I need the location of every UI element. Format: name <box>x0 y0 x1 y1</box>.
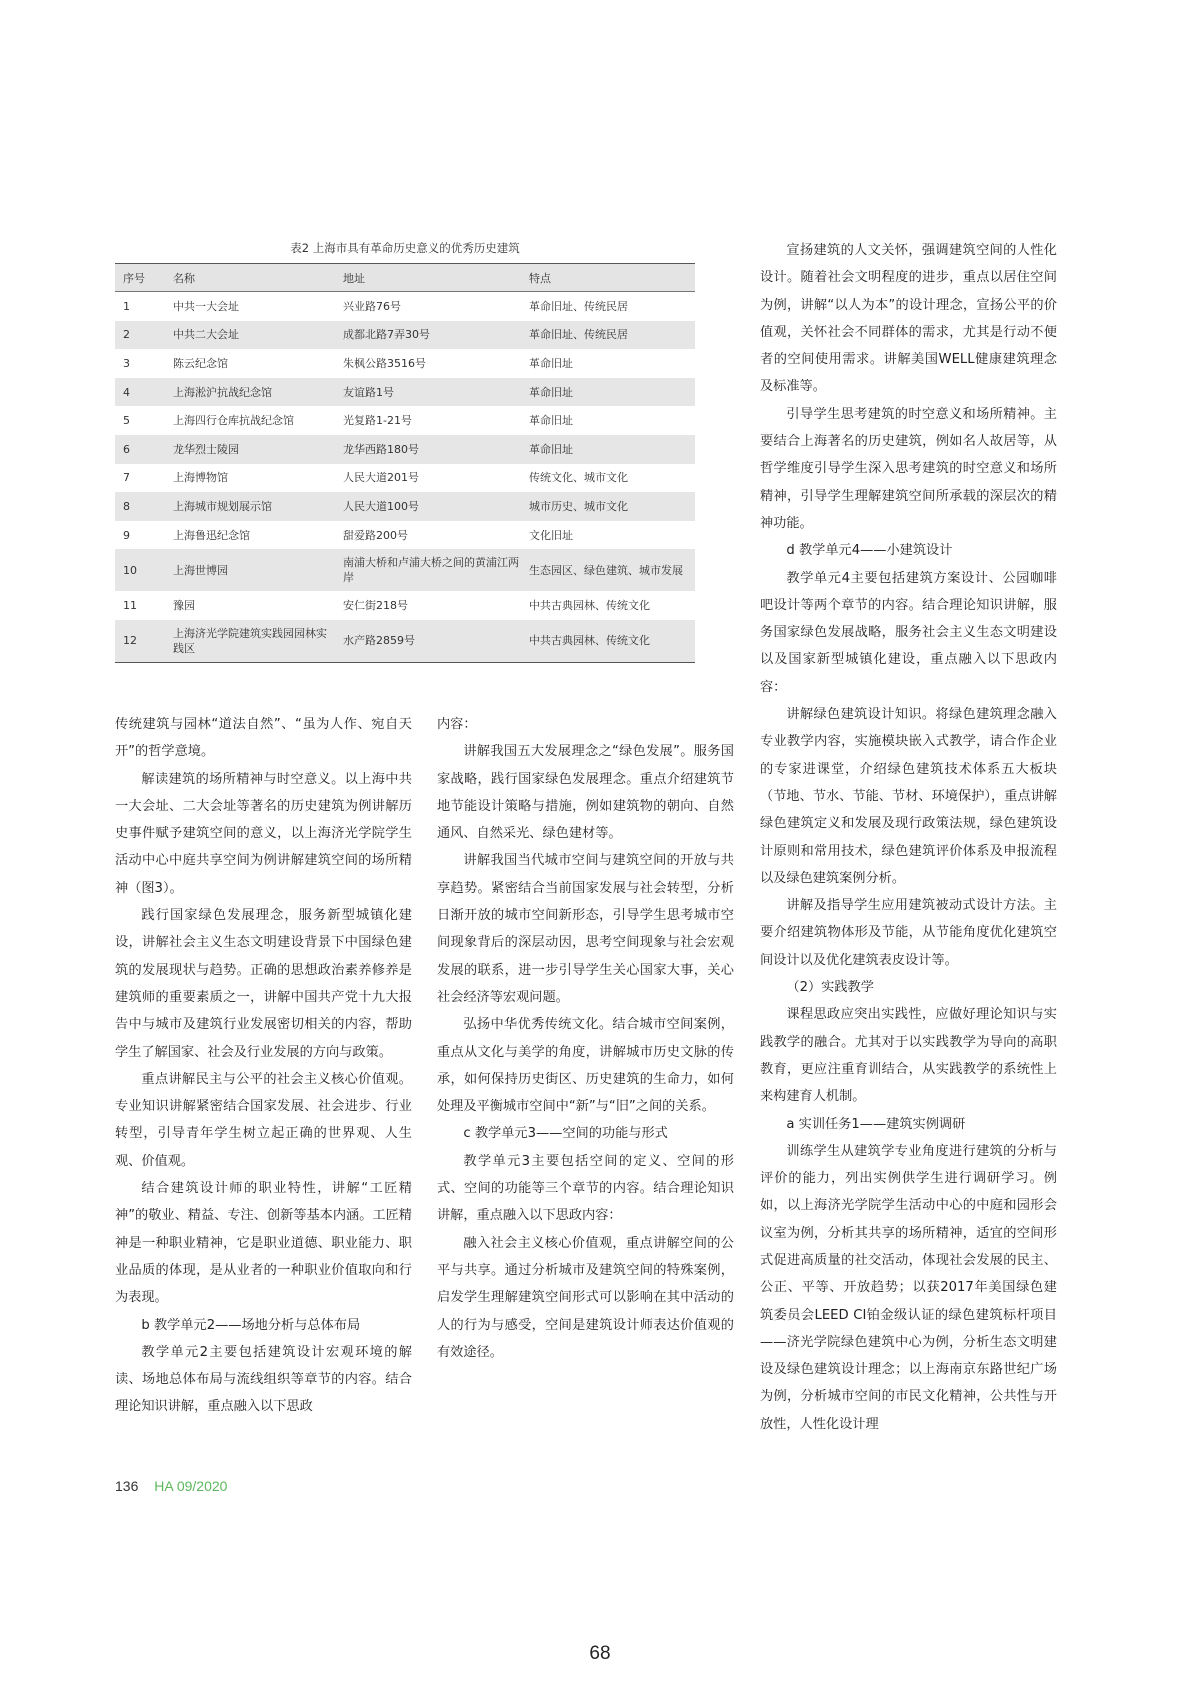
table-row <box>115 549 695 591</box>
paragraph: 重点讲解民主与公平的社会主义核心价值观。专业知识讲解紧密结合国家发展、社会进步、行业转型，引导青年学生树立起正确的世界观、人生观、价值观。 <box>115 1071 412 1169</box>
cell-name: 上海世博园 <box>165 549 335 591</box>
cell-feature: 城市历史、城市文化 <box>521 492 695 521</box>
cell-number: 1 <box>123 299 130 313</box>
table-row <box>115 620 695 663</box>
cell-address: 龙华西路180号 <box>335 435 521 464</box>
paragraph: 讲解我国当代城市空间与建筑空间的开放与共享趋势。紧密结合当前国家发展与社会转型，分析日渐开放的城市空间新形态，引导学生思考城市空间现象背后的深层动因，思考空间现象与社会宏观发展的联系，进一步引导学生关心国家大事，关心社会经济等宏观问题。 <box>437 853 734 1005</box>
cell-number: 2 <box>115 321 165 350</box>
cell-feature: 文化旧址 <box>529 528 573 542</box>
cell-name: 上海城市规划展示馆 <box>165 492 335 521</box>
cell-name: 上海济光学院建筑实践园园林实践区 <box>165 620 335 663</box>
paragraph: 结合建筑设计师的职业特性，讲解“工匠精神”的敬业、精益、专注、创新等基本内涵。工匠精神是一种职业精神，它是职业道德、职业能力、职业品质的体现，是从业者的一种职业价值取向和行为表现。 <box>115 1181 412 1306</box>
cell-name: 中共一大会址 <box>173 299 239 313</box>
paragraph: 教学单元2主要包括建筑设计宏观环境的解读、场地总体布局与流线组织等章节的内容。结合理论知识讲解，重点融入以下思政 <box>115 1344 412 1415</box>
cell-feature: 革命旧址、传统民居 <box>529 299 628 313</box>
paragraph: 解读建筑的场所精神与时空意义。以上海中共一大会址、二大会址等著名的历史建筑为例讲解历史事件赋予建筑空间的意义，以上海济光学院学生活动中心中庭共享空间为例讲解建筑空间的场所精神（图3）。 <box>115 771 412 896</box>
cell-feature: 革命旧址 <box>529 356 573 370</box>
paragraph: 讲解绿色建筑设计知识。将绿色建筑理念融入专业教学内容，实施模块嵌入式教学，请合作企业的专家进课堂，介绍绿色建筑技术体系五大板块（节地、节水、节能、节材、环境保护），重点讲解绿色建筑定义和发展及现行政策法规，绿色建筑设计原则和常用技术，绿色建筑评价体系及申报流程以及绿色建筑案例分析。 <box>760 707 1057 886</box>
cell-number: 3 <box>123 356 130 370</box>
journal-issue: HA 09/2020 <box>154 1478 228 1494</box>
table-row <box>115 349 695 378</box>
paragraph: 融入社会主义核心价值观，重点讲解空间的公平与共享。通过分析城市及建筑空间的特殊案例，启发学生理解建筑空间形式可以影响在其中活动的人的行为与感受，空间是建筑设计师表达价值观的有效途径。 <box>437 1235 734 1360</box>
historic-buildings-table <box>115 263 695 663</box>
cell-address: 水产路2859号 <box>335 620 521 663</box>
cell-number: 7 <box>123 471 130 485</box>
paragraph: 讲解我国五大发展理念之“绿色发展”。服务国家战略，践行国家绿色发展理念。重点介绍建筑节地节能设计策略与措施，例如建筑物的朝向、自然通风、自然采光、绿色建材等。 <box>437 744 734 842</box>
cell-address: 朱枫公路3516号 <box>343 356 426 370</box>
cell-feature: 革命旧址 <box>529 414 573 428</box>
page-number: 136 <box>115 1478 139 1494</box>
paragraph: b 教学单元2——场地分析与总体布局 <box>141 1317 361 1333</box>
cell-number: 12 <box>115 620 165 663</box>
cell-address: 安仁街218号 <box>343 599 408 613</box>
cell-feature: 中共古典园林、传统文化 <box>521 620 695 663</box>
cell-number: 8 <box>115 492 165 521</box>
cell-number: 4 <box>115 378 165 407</box>
paragraph: 践行国家绿色发展理念，服务新型城镇化建设，讲解社会主义生态文明建设背景下中国绿色建筑的发展现状与趋势。正确的思想政治素养修养是建筑师的重要素质之一，讲解中国共产党十九大报告中与城市及建筑行业发展密切相关的内容，帮助学生了解国家、社会及行业发展的方向与政策。 <box>115 908 412 1060</box>
folio-number: 68 <box>589 1643 611 1664</box>
paragraph: a 实训任务1——建筑实例调研 <box>786 1116 966 1132</box>
table-row <box>115 591 695 620</box>
paragraph: c 教学单元3——空间的功能与形式 <box>463 1126 668 1142</box>
cell-number: 9 <box>123 528 130 542</box>
cell-address: 兴业路76号 <box>343 299 401 313</box>
cell-address: 甜爱路200号 <box>343 528 408 542</box>
cell-address: 友谊路1号 <box>335 378 521 407</box>
header-address: 地址 <box>335 264 521 292</box>
cell-address: 南浦大桥和卢浦大桥之间的黄浦江两岸 <box>335 549 521 591</box>
header-feature: 特点 <box>521 264 695 292</box>
cell-name: 陈云纪念馆 <box>173 356 228 370</box>
text-column-1 <box>115 711 412 1421</box>
text-column-3 <box>760 237 1057 1438</box>
paragraph: 引导学生思考建筑的时空意义和场所精神。主要结合上海著名的历史建筑，例如名人故居等，从哲学维度引导学生深入思考建筑的时空意义和场所精神，引导学生理解建筑空间所承载的深层次的精神功能。 <box>760 406 1057 531</box>
paragraph: 宣扬建筑的人文关怀，强调建筑空间的人性化设计。随着社会文明程度的进步，重点以居住空间为例，讲解“以人为本”的设计理念，宣扬公平的价值观，关怀社会不同群体的需求，尤其是行动不便者的空间使用需求。讲解美国WELL健康建筑理念及标准等。 <box>760 243 1057 395</box>
cell-feature: 传统文化、城市文化 <box>529 471 628 485</box>
cell-feature: 革命旧址 <box>521 435 695 464</box>
header-name: 名称 <box>165 264 335 292</box>
cell-address: 光复路1-21号 <box>343 414 412 428</box>
cell-number: 5 <box>123 414 130 428</box>
paragraph: d 教学单元4——小建筑设计 <box>786 543 953 559</box>
paragraph: 教学单元3主要包括空间的定义、空间的形式、空间的功能等三个章节的内容。结合理论知识讲解，重点融入以下思政内容： <box>437 1153 734 1224</box>
text-column-2 <box>437 711 734 1366</box>
table-row <box>115 292 695 321</box>
cell-address: 成都北路7弄30号 <box>335 321 521 350</box>
paragraph: 课程思政应突出实践性，应做好理论知识与实践教学的融合。尤其对于以实践教学为导向的高职教育，更应注重育训结合，从实践教学的系统性上来构建育人机制。 <box>760 1007 1057 1105</box>
cell-feature: 生态园区、绿色建筑、城市发展 <box>521 549 695 591</box>
paragraph: 内容： <box>437 717 477 732</box>
table-row <box>115 492 695 521</box>
cell-name: 上海四行仓库抗战纪念馆 <box>173 414 294 428</box>
table-caption: 表2 上海市具有革命历史意义的优秀历史建筑 <box>290 241 520 255</box>
table-row <box>115 435 695 464</box>
table-row <box>115 464 695 493</box>
page-footer <box>115 1478 227 1494</box>
table-header-row <box>115 264 695 292</box>
paragraph: 训练学生从建筑学专业角度进行建筑的分析与评价的能力，列出实例供学生进行调研学习。例如，以上海济光学院学生活动中心的中庭和园形会议室为例，分析其共享的场所精神，适宜的空间形式促进高质量的社交活动，体现社会发展的民主、公正、平等、开放趋势；以获2017年美国绿色建筑委员会LEED CI铂金级认证的绿色建筑标杆项目——济光学院绿色建筑中心为例，分析生态文明建设及绿色建筑设计理念；以上海南京东路世纪广场为例，分析城市空间的市民文化精神，公共性与开放性，人性化设计理 <box>760 1143 1057 1432</box>
cell-feature: 革命旧址 <box>521 378 695 407</box>
cell-name: 上海淞沪抗战纪念馆 <box>165 378 335 407</box>
table-row <box>115 321 695 350</box>
table-row <box>115 378 695 407</box>
cell-name: 中共二大会址 <box>165 321 335 350</box>
cell-number: 6 <box>115 435 165 464</box>
cell-address: 人民大道100号 <box>335 492 521 521</box>
cell-name: 上海博物馆 <box>173 471 228 485</box>
cell-name: 豫园 <box>173 599 195 613</box>
cell-number: 10 <box>115 549 165 591</box>
paragraph: 讲解及指导学生应用建筑被动式设计方法。主要介绍建筑物体形及节能，从节能角度优化建筑空间设计以及优化建筑表皮设计等。 <box>760 898 1057 968</box>
table-row <box>115 406 695 435</box>
cell-address: 人民大道201号 <box>343 471 419 485</box>
cell-name: 龙华烈士陵园 <box>165 435 335 464</box>
cell-feature: 革命旧址、传统民居 <box>521 321 695 350</box>
cell-feature: 中共古典园林、传统文化 <box>529 599 650 613</box>
paragraph: 教学单元4主要包括建筑方案设计、公园咖啡吧设计等两个章节的内容。结合理论知识讲解，服务国家绿色发展战略，服务社会主义生态文明建设以及国家新型城镇化建设，重点融入以下思政内容： <box>760 570 1057 695</box>
table-row <box>115 521 695 550</box>
cell-name: 上海鲁迅纪念馆 <box>173 528 250 542</box>
paragraph: 传统建筑与园林“道法自然”、“虽为人作、宛自天开”的哲学意境。 <box>115 717 412 760</box>
header-number: 序号 <box>115 264 165 292</box>
paragraph: （2）实践教学 <box>786 980 874 996</box>
paragraph: 弘扬中华优秀传统文化。结合城市空间案例，重点从文化与美学的角度，讲解城市历史文脉的传承，如何保持历史街区、历史建筑的生命力，如何处理及平衡城市空间中“新”与“旧”之间的关系。 <box>437 1017 734 1115</box>
cell-number: 11 <box>123 599 137 613</box>
